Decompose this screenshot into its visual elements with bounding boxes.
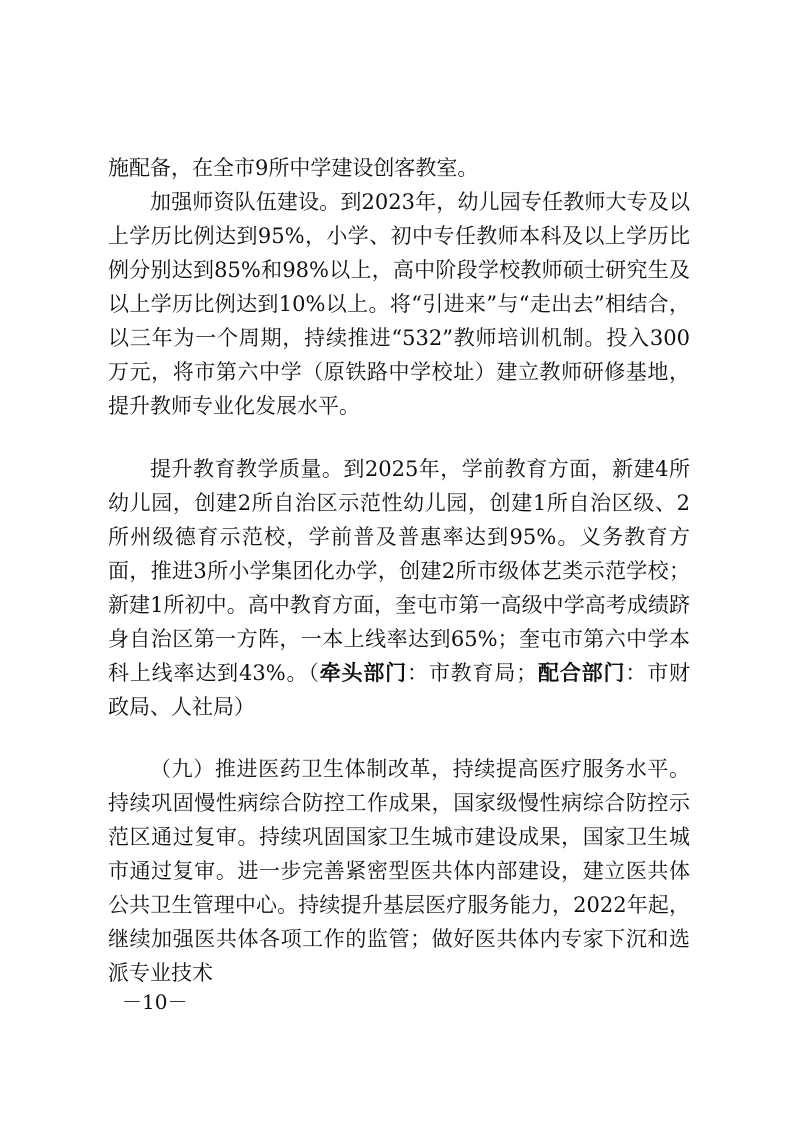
paragraph-teacher-team (108, 185, 690, 423)
cooperating-department-label: 配合部门 (537, 660, 626, 685)
paragraph-text: 提升教育教学质量。到2025年，学前教育方面，新建4所幼儿园，创建2所自治区示范性幼儿园，创建1所自治区级、2所州级德育示范校，学前普及普惠率达到95%。义务教育方面，推进3所小学集团化办学，创建2所市级体艺类示范学校；新建1所初中。高中教育方面，奎屯市第一高级中学高考成绩跻身自治区第一方阵，一本上线率达到65%；奎屯市第六中学本科上线率达到43%。（ (108, 457, 690, 685)
section-heading: （九）推进医药卫生体制改革，持续提高医疗服务水平。 (150, 757, 690, 781)
paragraph-text: 施配备，在全市9所中学建设创客教室。 (108, 156, 479, 180)
paragraph-medical-reform (108, 752, 690, 990)
paragraph-teaching-quality (108, 452, 690, 724)
paragraph-continuation (108, 151, 690, 185)
lead-department-label: 牵头部门 (319, 660, 408, 685)
cooperating-department-value: ：市财政局、人社局） (108, 661, 691, 719)
page-number: －10－ (122, 990, 188, 1014)
paragraph-text: 持续巩固慢性病综合防控工作成果，国家级慢性病综合防控示范区通过复审。持续巩固国家卫生城市建设成果，国家卫生城市通过复审。进一步完善紧密型医共体内部建设，建立医共体公共卫生管理中心。持续提升基层医疗服务能力，2022年起，继续加强医共体各项工作的监管；做好医共体内专家下沉和选派专业技术 (108, 791, 690, 985)
paragraph-text: 加强师资队伍建设。到2023年，幼儿园专任教师大专及以上学历比例达到95%，小学、初中专任教师本科及以上学历比例分别达到85%和98%以上，高中阶段学校教师硕士研究生及以上学历比例达到10%以上。将“引进来”与“走出去”相结合，以三年为一个周期，持续推进“532”教师培训机制。投入300万元，将市第六中学（原铁路中学校址）建立教师研修基地，提升教师专业化发展水平。 (108, 190, 690, 418)
lead-department-value: ：市教育局； (407, 661, 538, 685)
